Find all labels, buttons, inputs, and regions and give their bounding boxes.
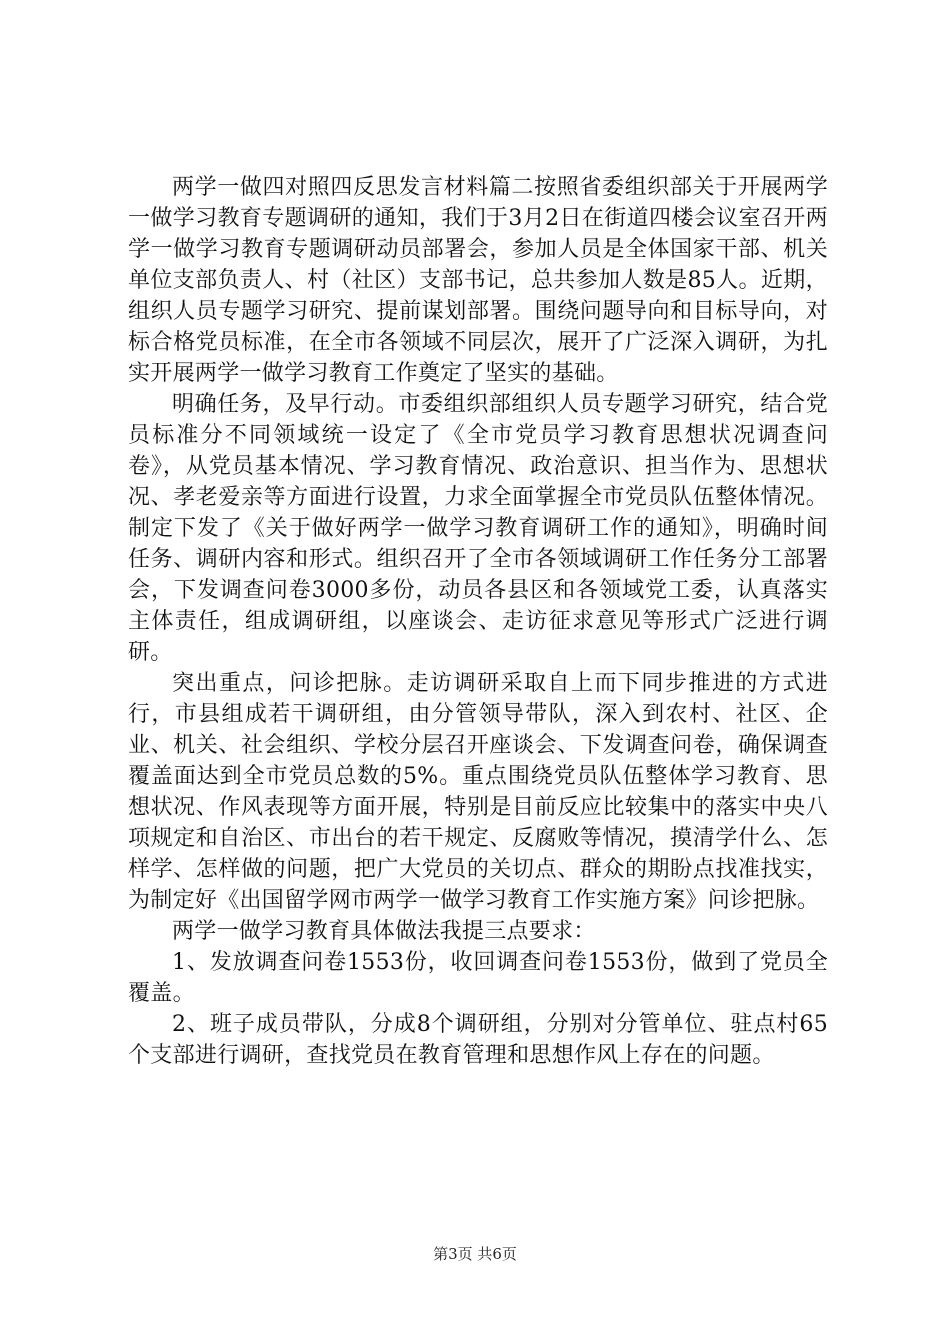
paragraph-focus: 突出重点，问诊把脉。走访调研采取自上而下同步推进的方式进行，市县组成若干调研组，由分管领导带队，深入到农村、社区、企业、机关、社会组织、学校分层召开座谈会、下发调查问卷，确保调查覆盖面达到全市党员总数的5%。重点围绕党员队伍整体学习教育、思想状况、作风表现等方面开展，特别是目前反应比较集中的落实中央八项规定和自治区、市出台的若干规定、反腐败等情况，摸清学什么、怎样学、怎样做的问题，把广大党员的关切点、群众的期盼点找准找实，为制定好《出国留学网市两学一做学习教育工作实施方案》问诊把脉。 — [128, 671, 828, 913]
paragraph-item-1: 1、发放调查问卷1553份，收回调查问卷1553份，做到了党员全覆盖。 — [128, 950, 828, 1006]
paragraph-item-2: 2、班子成员带队，分成8个调研组，分别对分管单位、驻点村65个支部进行调研，查找党员在教育管理和思想作风上存在的问题。 — [128, 1012, 828, 1068]
page-number-footer: 第3页 共6页 — [433, 1245, 517, 1263]
paragraph-tasks: 明确任务，及早行动。市委组织部组织人员专题学习研究，结合党员标准分不同领域统一设定了《全市党员学习教育思想状况调查问卷》，从党员基本情况、学习教育情况、政治意识、担当作为、思想状况、孝老爱亲等方面进行设置，力求全面掌握全市党员队伍整体情况。制定下发了《关于做好两学一做学习教育调研工作的通知》，明确时间任务、调研内容和形式。组织召开了全市各领域调研工作任务分工部署会，下发调查问卷3000多份，动员各县区和各领域党工委，认真落实主体责任，组成调研组，以座谈会、走访征求意见等形式广泛进行调研。 — [128, 392, 828, 665]
paragraph-intro: 两学一做四对照四反思发言材料篇二按照省委组织部关于开展两学一做学习教育专题调研的通知，我们于3月2日在街道四楼会议室召开两学一做学习教育专题调研动员部署会，参加人员是全体国家干部、机关单位支部负责人、村（社区）支部书记，总共参加人数是85人。近期，组织人员专题学习研究、提前谋划部署。围绕问题导向和目标导向，对标合格党员标准，在全市各领域不同层次，展开了广泛深入调研，为扎实开展两学一做学习教育工作奠定了坚实的基础。 — [128, 175, 828, 386]
document-body — [128, 172, 828, 1071]
paragraph-requirements: 两学一做学习教育具体做法我提三点要求： — [172, 919, 596, 944]
